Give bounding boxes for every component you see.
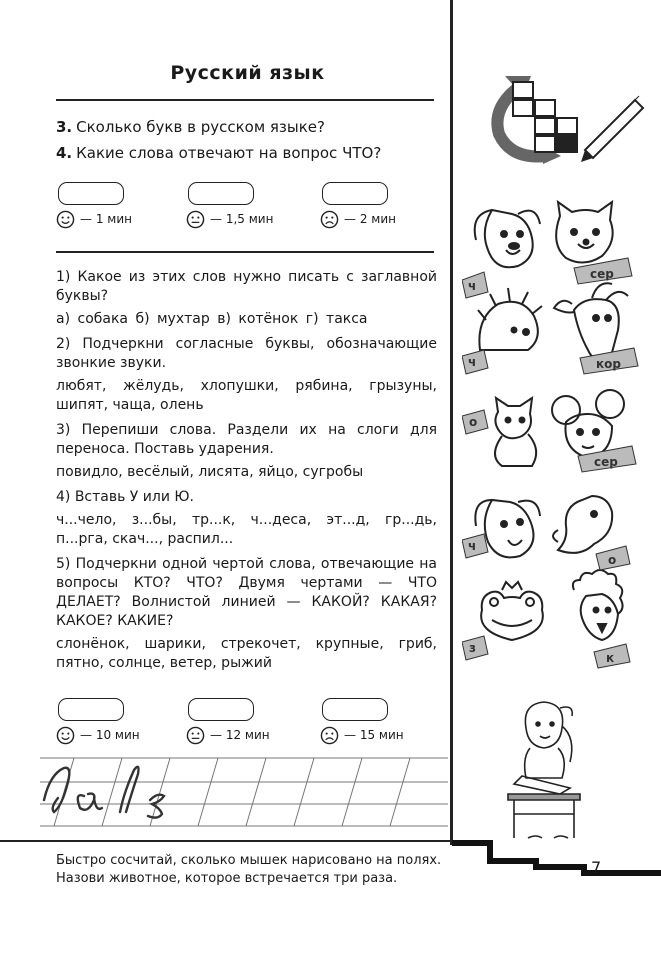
timer-happy <box>56 182 182 232</box>
answer-box[interactable] <box>188 698 254 721</box>
happy-face-icon <box>56 210 75 229</box>
logic-puzzle-icon <box>485 70 645 165</box>
sad-face-icon <box>320 726 339 745</box>
task-4: 4) Вставь У или Ю. <box>56 489 194 505</box>
tag-ch-2 <box>462 350 488 374</box>
task-1-options: а) собака б) мухтар в) котёнок г) такса <box>56 311 368 327</box>
tag-text: сер <box>590 267 614 281</box>
task-5: 5) Подчеркни одной чертой слова, отвечающие на вопросы КТО? ЧТО? Двумя чертами — ЧТО ДЕЛАЕТ? Волнистой линией — КАКОЙ? КАКАЯ? КАКОЕ? КАКИЕ? <box>56 556 437 629</box>
timer-label: — 1 мин <box>80 212 132 226</box>
tag-o <box>462 410 488 434</box>
task-2-words: любят, жёлудь, хлопушки, рябина, грызуны, шипят, чаща, олень <box>56 378 437 413</box>
tag-text: кор <box>596 357 621 371</box>
task-4-words: ч...чело, з...бы, тр...к, ч...деса, эт...д, гр...дь, п...рга, скач..., распил... <box>56 512 437 547</box>
task-2: 2) Подчеркни согласные буквы, обозначающие звонкие звуки. <box>56 336 437 371</box>
cat-icon <box>556 202 613 263</box>
answer-box[interactable] <box>322 182 388 205</box>
tag-text: ч <box>468 539 477 553</box>
mouse-icon <box>552 390 624 458</box>
neutral-face-icon <box>186 726 205 745</box>
tasks-block <box>56 268 437 679</box>
tag-text: сер <box>594 455 618 469</box>
answer-box[interactable] <box>58 698 124 721</box>
timer-label: — 1,5 мин <box>210 212 274 226</box>
tag-ch-3 <box>462 534 488 558</box>
tag-ch <box>462 272 488 298</box>
bottom-divider <box>0 840 452 842</box>
title-divider <box>56 99 434 101</box>
tag-k <box>594 644 630 668</box>
duck-icon <box>553 496 612 553</box>
timer-happy-bottom <box>56 698 182 748</box>
timer-neutral <box>186 182 312 232</box>
timer-sad <box>320 182 446 232</box>
margin-divider <box>450 0 453 845</box>
question-number: 4. <box>56 144 73 162</box>
sidebar-animals <box>462 200 652 670</box>
crown-icon <box>502 582 522 590</box>
question-text: Сколько букв в русском языке? <box>76 118 325 136</box>
timer-label: — 2 мин <box>344 212 396 226</box>
handwriting-practice-area[interactable] <box>40 752 448 832</box>
task-1: 1) Какое из этих слов нужно писать с заглавной буквы? <box>56 269 437 304</box>
timer-sad-bottom <box>320 698 446 748</box>
question-number: 3. <box>56 118 73 136</box>
answer-box[interactable] <box>322 698 388 721</box>
tag-text: ч <box>468 279 477 293</box>
section-divider <box>56 251 434 253</box>
tag-text: о <box>608 553 617 567</box>
question-4 <box>56 144 381 162</box>
sad-face-icon <box>320 210 339 229</box>
timer-label: — 15 мин <box>344 728 404 742</box>
footer-task: Быстро сосчитай, сколько мышек нарисовано на полях. Назови животное, которое встречается три раза. <box>56 853 442 886</box>
girl-at-desk-illustration <box>500 698 590 848</box>
tag-z <box>462 636 488 660</box>
dog-icon <box>475 210 540 267</box>
neutral-face-icon <box>186 210 205 229</box>
task-5-words: слонёнок, шарики, стрекочет, крупные, гриб, пятно, солнце, ветер, рыжий <box>56 636 437 671</box>
question-3 <box>56 118 325 136</box>
tag-text: к <box>606 651 615 665</box>
timer-label: — 12 мин <box>210 728 270 742</box>
page-number: 7 <box>591 858 602 877</box>
tag-o-2 <box>596 546 630 570</box>
timer-neutral-bottom <box>186 698 312 748</box>
page-title: Русский язык <box>170 62 325 84</box>
tag-text: ч <box>468 355 477 369</box>
answer-box[interactable] <box>188 182 254 205</box>
task-3: 3) Перепиши слова. Раздели их на слоги для переноса. Поставь ударения. <box>56 422 437 457</box>
timer-label: — 10 мин <box>80 728 140 742</box>
tag-ser-2 <box>578 446 636 472</box>
happy-face-icon <box>56 726 75 745</box>
cursive-letters <box>44 767 164 818</box>
goat-icon <box>554 283 628 361</box>
hedgehog-icon <box>478 288 542 350</box>
task-3-words: повидло, весёлый, лисята, яйцо, сугробы <box>56 464 364 480</box>
tag-text: з <box>469 641 476 655</box>
answer-box[interactable] <box>58 182 124 205</box>
tag-text: о <box>469 415 478 429</box>
pencil-icon <box>581 96 643 162</box>
frog-icon <box>481 582 543 640</box>
kitten-icon <box>495 398 536 466</box>
question-text: Какие слова отвечают на вопрос ЧТО? <box>76 144 382 162</box>
rooster-icon <box>573 570 623 640</box>
